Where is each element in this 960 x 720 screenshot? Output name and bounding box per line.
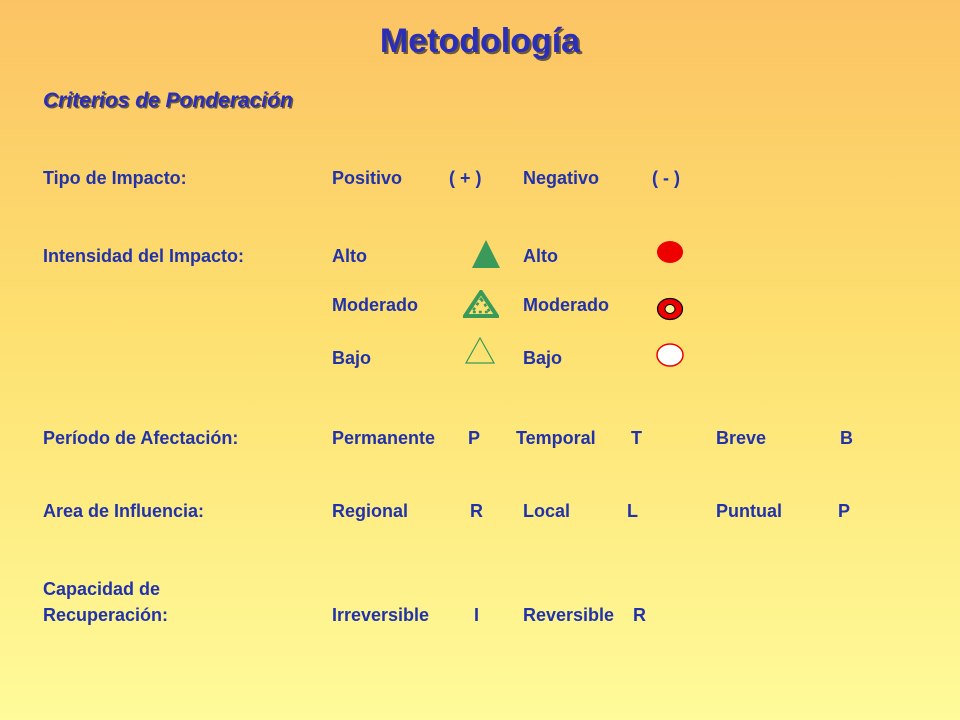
- intensidad-pos-alto: Alto: [332, 246, 367, 266]
- area-regional: Regional: [332, 501, 409, 521]
- area-local-code: L: [627, 501, 638, 521]
- periodo-label: Período de Afectación:: [43, 428, 239, 448]
- filled-circle-icon: [655, 239, 685, 265]
- outline-triangle-icon: [465, 337, 495, 365]
- white-circle-icon: [655, 342, 685, 368]
- area-local: Local: [523, 501, 571, 521]
- periodo-breve: Breve: [716, 428, 767, 448]
- area-puntual: Puntual: [716, 501, 782, 521]
- dotted-triangle-icon: [463, 290, 499, 318]
- tipo-positivo: Positivo: [332, 168, 403, 188]
- intensidad-pos-moderado: Moderado: [332, 295, 419, 315]
- capacidad-irreversible-code: I: [474, 605, 480, 625]
- tipo-negativo: Negativo: [523, 168, 600, 188]
- area-label: Area de Influencia:: [43, 501, 205, 521]
- capacidad-irreversible: Irreversible: [332, 605, 430, 625]
- capacidad-label-line1: Capacidad de: [43, 579, 161, 599]
- intensidad-pos-bajo: Bajo: [332, 348, 372, 368]
- intensidad-label: Intensidad del Impacto:: [43, 246, 245, 266]
- periodo-temporal-code: T: [631, 428, 642, 448]
- page-title: Metodología: [379, 22, 581, 60]
- intensidad-neg-alto: Alto: [523, 246, 558, 266]
- tipo-positivo-sign: ( + ): [449, 168, 482, 188]
- area-puntual-code: P: [838, 501, 851, 521]
- periodo-temporal: Temporal: [516, 428, 596, 448]
- area-regional-code: R: [470, 501, 483, 521]
- capacidad-reversible: Reversible: [523, 605, 615, 625]
- filled-triangle-icon: [470, 239, 502, 269]
- capacidad-label-line2: Recuperación:: [43, 605, 169, 625]
- tipo-negativo-sign: ( - ): [652, 168, 680, 188]
- capacidad-reversible-code: R: [633, 605, 646, 625]
- ring-circle-icon: [655, 296, 685, 322]
- periodo-breve-code: B: [840, 428, 853, 448]
- section-subtitle: Criterios de Ponderación: [43, 89, 293, 112]
- periodo-permanente-code: P: [468, 428, 481, 448]
- intensidad-neg-bajo: Bajo: [523, 348, 563, 368]
- periodo-permanente: Permanente: [332, 428, 436, 448]
- tipo-label: Tipo de Impacto:: [43, 168, 187, 188]
- intensidad-neg-moderado: Moderado: [523, 295, 610, 315]
